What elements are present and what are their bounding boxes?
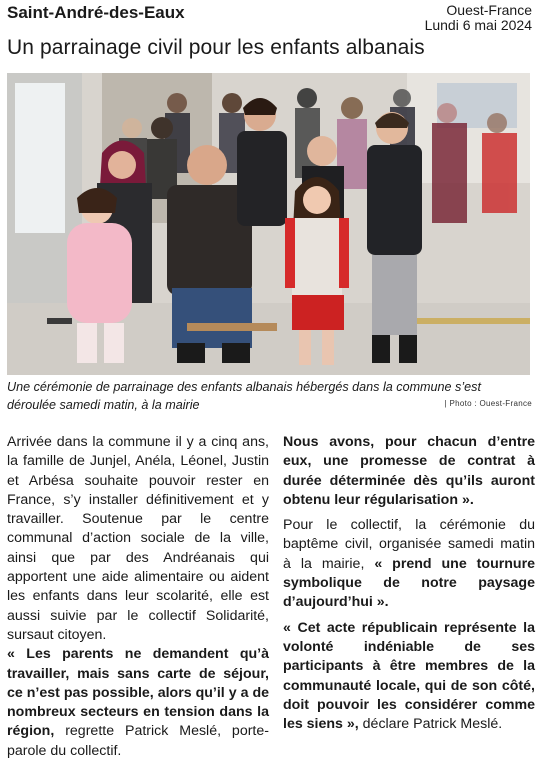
photo-caption: Une cérémonie de parrainage des enfants albanais hébergés dans la commune s’est déroulée samedi matin, à la mairie xyxy=(7,380,481,412)
quote-speaker: déclare Patrick Meslé. xyxy=(358,716,503,733)
section-title: Saint-André-des-Eaux xyxy=(7,3,185,22)
newspaper-name: Ouest-France xyxy=(446,2,532,18)
quote-symbolic: « prend une tournure symbolique de notre paysage d’aujourd’hui ». xyxy=(283,555,535,611)
headline: Un parrainage civil pour les enfants albanais xyxy=(7,36,425,59)
photo-illustration xyxy=(7,73,530,375)
paragraph-2 xyxy=(7,645,269,761)
source-block xyxy=(425,3,532,33)
article-column-1 xyxy=(7,433,269,761)
photo-credit: | Photo : Ouest-France xyxy=(444,399,532,408)
quote-promise: Nous avons, pour chacun d’entre eux, une promesse de contrat à durée déterminée dès qu’ils auront obtenu leur régularisation ». xyxy=(283,434,535,508)
paragraph-4 xyxy=(283,619,535,735)
article-column-2-content xyxy=(283,433,535,734)
paragraph-2-continued xyxy=(283,433,535,510)
quote-attribution: regrette Patrick Meslé, porte-parole du collectif. xyxy=(7,723,269,759)
paragraph-3 xyxy=(283,516,535,612)
quote-republican: « Cet acte républicain représente la volonté indéniable de ses participants à être membres de la communauté locale, qui de son côté, doit pouvoir les considérer comme les siens », xyxy=(283,619,535,733)
publication-date: Lundi 6 mai 2024 xyxy=(424,17,532,33)
article-header xyxy=(7,3,532,33)
ceremony-text: Pour le collectif, la cérémonie du baptême civil, organisée samedi matin à la mairie, xyxy=(283,517,535,572)
quote-parents: « Les parents ne demandent qu’à travailler, mais sans carte de séjour, ce n’est pas possible, alors qu’il y a de nombreux secteurs en tension dans la région, xyxy=(7,646,269,740)
article-photo xyxy=(7,73,530,375)
paragraph-1: Arrivée dans la commune il y a cinq ans, la famille de Junjel, Anéla, Léonel, Justin et Arbésa souhaite pouvoir rester en France, s’y installer définitivement et y travailler. Soutenue par le centre communal d’action sociale de la ville, ainsi que par des Andréanais qui apportent une aide alimentaire ou aident les enfants dans leur scolarité, elle est aussi suivie par le collectif Solidarité, sursaut citoyen. xyxy=(7,434,269,643)
